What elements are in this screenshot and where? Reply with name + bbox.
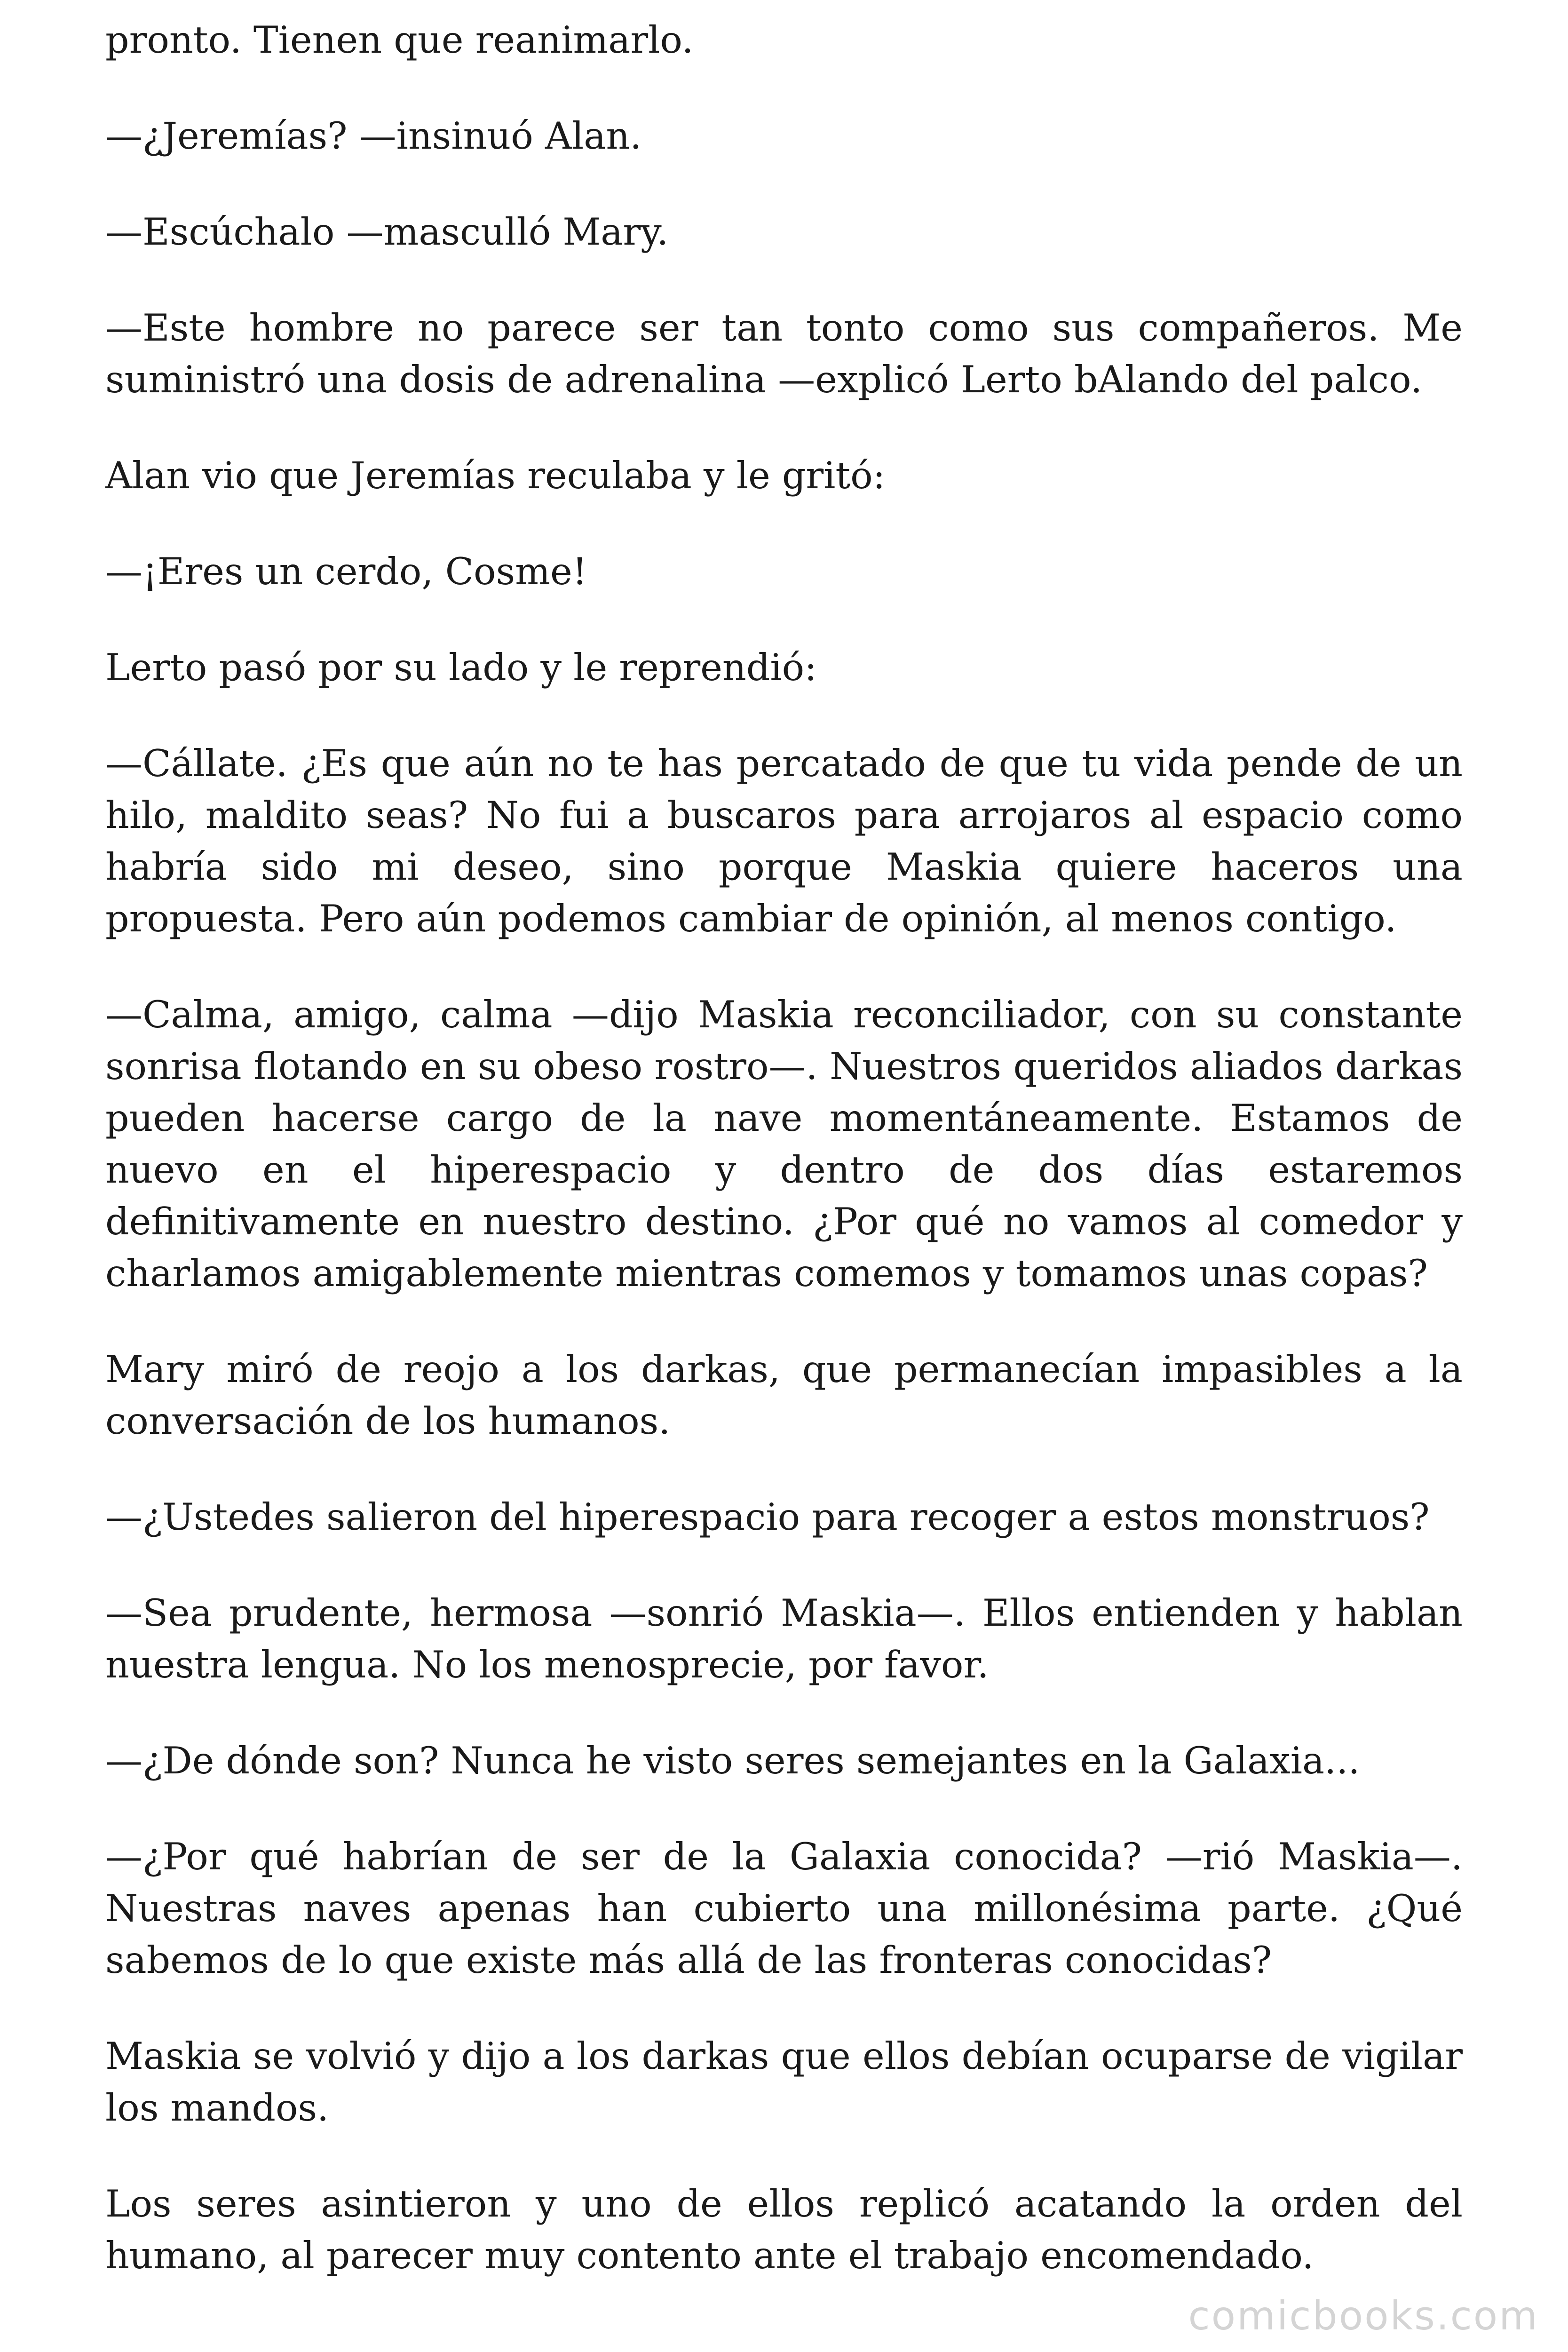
paragraph: —¿Jeremías? —insinuó Alan. [105, 114, 642, 158]
paragraph: Los seres asintieron y uno de ellos replicó acatando la orden del humano, al parecer muy contento ante el trabajo encomendado. [105, 2182, 1463, 2277]
paragraph: —Sea prudente, hermosa —sonrió Maskia—. Ellos entienden y hablan nuestra lengua. No los menosprecie, por favor. [105, 1591, 1463, 1686]
paragraph: Lerto pasó por su lado y le reprendió: [105, 646, 817, 689]
paragraph: —Este hombre no parece ser tan tonto como sus compañeros. Me suministró una dosis de adrenalina —explicó Lerto bAlando del palco. [105, 306, 1463, 401]
paragraph: Maskia se volvió y dijo a los darkas que ellos debían ocuparse de vigilar los mandos. [105, 2034, 1463, 2130]
paragraph: —¿Por qué habrían de ser de la Galaxia conocida? —rió Maskia—. Nuestras naves apenas han cubierto una millonésima parte. ¿Qué sabemos de lo que existe más allá de las fronteras conocidas? [105, 1835, 1463, 1982]
paragraph: —Escúchalo —masculló Mary. [105, 210, 669, 254]
paragraph: Alan vio que Jeremías reculaba y le gritó: [105, 454, 886, 497]
paragraph: Mary miró de reojo a los darkas, que permanecían impasibles a la conversación de los humanos. [105, 1348, 1463, 1443]
page-body [105, 14, 1463, 2326]
paragraph: —Cállate. ¿Es que aún no te has percatado de que tu vida pende de un hilo, maldito seas? No fui a buscaros para arrojaros al espacio como habría sido mi deseo, sino porque Maskia quiere haceros una propuesta. Pero aún podemos cambiar de opinión, al menos contigo. [105, 742, 1463, 940]
paragraph: —Calma, amigo, calma —dijo Maskia reconciliador, con su constante sonrisa flotando en su obeso rostro—. Nuestros queridos aliados darkas pueden hacerse cargo de la nave momentáneamente. Estamos de nuevo en el hiperespacio y dentro de dos días estaremos definitivamente en nuestro destino. ¿Por qué no vamos al comedor y charlamos amigablemente mientras comemos y tomamos unas copas? [105, 993, 1463, 1295]
paragraph: —¿De dónde son? Nunca he visto seres semejantes en la Galaxia... [105, 1739, 1360, 1782]
paragraph: —¡Eres un cerdo, Cosme! [105, 550, 587, 593]
paragraph: pronto. Tienen que reanimarlo. [105, 18, 694, 62]
paragraph: —¿Ustedes salieron del hiperespacio para recoger a estos monstruos? [105, 1495, 1430, 1539]
watermark: comicbooks.com [1188, 2293, 1539, 2339]
